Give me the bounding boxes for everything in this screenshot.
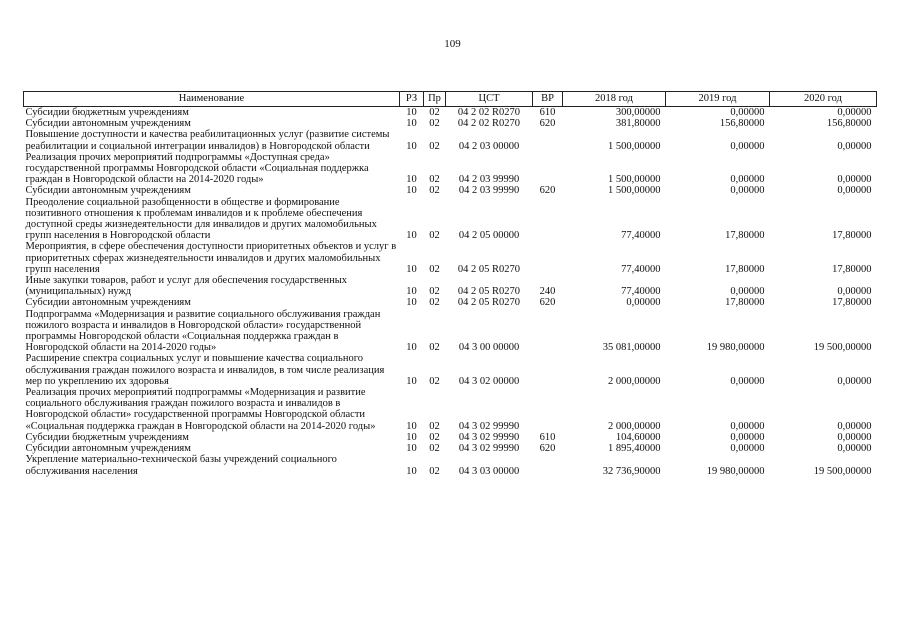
table-row — [24, 107, 877, 119]
cell-rz: 10 — [406, 185, 417, 197]
table-row — [24, 118, 877, 129]
cell-2020: 0,00000 — [837, 286, 872, 298]
cell-pr: 02 — [429, 140, 440, 152]
cell-2020: 19 500,00000 — [813, 342, 872, 354]
cell-cst: 04 3 02 00000 — [458, 375, 520, 387]
table-row — [24, 309, 877, 354]
cell-2018: 1 895,40000 — [608, 443, 661, 455]
cell-vr — [533, 309, 563, 354]
cell-name: Субсидии автономным учреждениям — [25, 185, 191, 197]
cell-cst: 04 2 05 00000 — [458, 230, 520, 242]
cell-2018: 1 500,00000 — [608, 174, 661, 186]
cell-2020: 17,80000 — [832, 263, 872, 275]
cell-name: Подпрограмма «Модернизация и развитие социального обслуживания граждан пожилого возраста и инвалидов в Новгородской области» государственной программы Новгородской области «Социальная поддержка граждан в Новгородской области на 2014-2020 годы» — [25, 308, 381, 354]
cell-vr — [533, 454, 563, 476]
table-row — [24, 241, 877, 275]
cell-cst: 04 2 03 00000 — [458, 140, 520, 152]
cell-rz: 10 — [406, 286, 417, 298]
header-name: Наименование — [24, 92, 400, 107]
cell-name: Субсидии автономным учреждениям — [25, 297, 191, 309]
cell-pr: 02 — [429, 465, 440, 477]
header-cst: ЦСТ — [446, 92, 533, 107]
cell-2018: 300,00000 — [615, 107, 661, 118]
cell-name: Реализация прочих мероприятий подпрограммы «Модернизация и развитие социального обслуживания граждан пожилого возраста и инвалидов в Новгородской области» государственной программы Новгородской области «Социальная поддержка граждан в Новгородской области на 2014-2020 годы» — [25, 387, 376, 432]
cell-2019: 0,00000 — [730, 174, 765, 186]
header-pr: Пр — [424, 92, 446, 107]
cell-rz: 10 — [406, 443, 417, 455]
cell-cst: 04 2 02 R0270 — [457, 118, 521, 130]
cell-pr: 02 — [429, 375, 440, 387]
table-row — [24, 152, 877, 186]
table-row — [24, 185, 877, 196]
cell-2018: 2 000,00000 — [608, 375, 661, 387]
cell-cst: 04 2 05 R0270 — [457, 297, 521, 309]
cell-vr — [533, 152, 563, 186]
cell-2019: 17,80000 — [725, 230, 765, 242]
cell-vr: 240 — [539, 286, 556, 298]
cell-rz: 10 — [406, 174, 417, 186]
cell-cst: 04 2 05 R0270 — [457, 286, 521, 298]
cell-2019: 0,00000 — [730, 140, 765, 152]
cell-name: Расширение спектра социальных услуг и повышение качества социального обслуживания граждан пожилого возраста и инвалидов, в том числе реализация мер по укреплению их здоровья — [25, 353, 385, 387]
cell-name: Повышение доступности и качества реабилитационных услуг (развитие системы реабилитации и социальной интеграции инвалидов) в Новгородской области — [25, 129, 390, 152]
cell-rz: 10 — [406, 342, 417, 354]
cell-vr: 620 — [539, 297, 556, 309]
cell-name: Реализация прочих мероприятий подпрограммы «Доступная среда» государственной программы Новгородской области «Социальная поддержка граждан в Новгородской области на 2014-2020 годы» — [25, 151, 369, 186]
header-rz: РЗ — [400, 92, 424, 107]
cell-rz: 10 — [406, 107, 417, 118]
cell-vr — [533, 387, 563, 432]
cell-2018: 77,40000 — [621, 230, 661, 242]
header-vr: ВР — [533, 92, 563, 107]
table-body — [24, 107, 877, 477]
cell-2019: 0,00000 — [730, 431, 765, 443]
cell-2018: 32 736,90000 — [602, 465, 661, 477]
cell-cst: 04 2 03 99990 — [458, 185, 520, 197]
cell-cst: 04 2 05 R0270 — [457, 263, 521, 275]
cell-rz: 10 — [406, 465, 417, 477]
cell-pr: 02 — [429, 107, 440, 118]
cell-pr: 02 — [429, 297, 440, 309]
table-row — [24, 297, 877, 308]
cell-name: Субсидии бюджетным учреждениям — [25, 431, 189, 443]
cell-vr: 610 — [539, 107, 556, 118]
cell-vr: 610 — [539, 431, 556, 443]
header-2018: 2018 год — [563, 92, 666, 107]
cell-rz: 10 — [406, 230, 417, 242]
cell-2020: 0,00000 — [837, 185, 872, 197]
cell-2019: 156,80000 — [719, 118, 765, 130]
cell-rz: 10 — [406, 263, 417, 275]
cell-rz: 10 — [406, 431, 417, 443]
cell-pr: 02 — [429, 443, 440, 455]
table-row — [24, 129, 877, 151]
cell-cst: 04 2 02 R0270 — [457, 107, 521, 118]
table-row — [24, 197, 877, 242]
cell-name: Преодоление социальной разобщенности в обществе и формирование позитивного отношения к проблемам инвалидов и к проблеме обеспечения доступной среды жизнедеятельности для инвалидов и других маломобильных групп населения в Новгородской области — [25, 196, 377, 242]
cell-vr — [533, 197, 563, 242]
table-row — [24, 353, 877, 387]
cell-cst: 04 3 02 99990 — [458, 443, 520, 455]
cell-2019: 17,80000 — [725, 263, 765, 275]
table-row — [24, 432, 877, 443]
header-2020: 2020 год — [770, 92, 877, 107]
header-2019: 2019 год — [666, 92, 770, 107]
table-row — [24, 454, 877, 476]
cell-vr — [533, 353, 563, 387]
cell-pr: 02 — [429, 185, 440, 197]
cell-2018: 77,40000 — [621, 263, 661, 275]
cell-2018: 0,00000 — [626, 297, 661, 309]
cell-cst: 04 3 03 00000 — [458, 465, 520, 477]
cell-2019: 0,00000 — [730, 286, 765, 298]
cell-2018: 35 081,00000 — [602, 342, 661, 354]
cell-2020: 17,80000 — [832, 230, 872, 242]
cell-rz: 10 — [406, 140, 417, 152]
cell-2020: 0,00000 — [837, 420, 872, 432]
cell-pr: 02 — [429, 431, 440, 443]
table-row — [24, 275, 877, 297]
cell-2019: 0,00000 — [730, 375, 765, 387]
cell-2020: 0,00000 — [837, 140, 872, 152]
cell-vr — [533, 241, 563, 275]
cell-name: Субсидии автономным учреждениям — [25, 443, 191, 455]
cell-2019: 0,00000 — [730, 185, 765, 197]
cell-2019: 0,00000 — [730, 443, 765, 455]
cell-vr: 620 — [539, 118, 556, 130]
cell-2018: 381,80000 — [615, 118, 661, 130]
cell-name: Иные закупки товаров, работ и услуг для обеспечения государственных (муниципальных) нужд — [25, 275, 348, 298]
cell-cst: 04 2 03 99990 — [458, 174, 520, 186]
cell-name: Укрепление материально-технической базы учреждений социального обслуживания населения — [25, 454, 337, 477]
cell-name: Субсидии автономным учреждениям — [25, 118, 191, 130]
cell-pr: 02 — [429, 286, 440, 298]
cell-2020: 156,80000 — [826, 118, 872, 130]
budget-table — [23, 91, 877, 477]
cell-2020: 0,00000 — [837, 443, 872, 455]
cell-2020: 0,00000 — [837, 107, 872, 118]
cell-vr — [533, 129, 563, 151]
cell-pr: 02 — [429, 174, 440, 186]
cell-2018: 104,60000 — [615, 431, 661, 443]
cell-2020: 19 500,00000 — [813, 465, 872, 477]
cell-2019: 0,00000 — [730, 420, 765, 432]
cell-cst: 04 3 00 00000 — [458, 342, 520, 354]
cell-name: Субсидии бюджетным учреждениям — [25, 107, 189, 118]
cell-rz: 10 — [406, 118, 417, 130]
cell-vr: 620 — [539, 443, 556, 455]
cell-pr: 02 — [429, 263, 440, 275]
cell-2018: 77,40000 — [621, 286, 661, 298]
cell-rz: 10 — [406, 375, 417, 387]
cell-2019: 19 980,00000 — [706, 342, 765, 354]
cell-pr: 02 — [429, 342, 440, 354]
cell-2018: 1 500,00000 — [608, 185, 661, 197]
table-row — [24, 387, 877, 432]
cell-2020: 17,80000 — [832, 297, 872, 309]
cell-2018: 1 500,00000 — [608, 140, 661, 152]
cell-rz: 10 — [406, 297, 417, 309]
table-header-row — [24, 92, 877, 107]
cell-2019: 0,00000 — [730, 107, 765, 118]
page-number: 109 — [444, 38, 461, 50]
cell-2020: 0,00000 — [837, 431, 872, 443]
cell-pr: 02 — [429, 230, 440, 242]
cell-2020: 0,00000 — [837, 174, 872, 186]
cell-vr: 620 — [539, 185, 556, 197]
cell-pr: 02 — [429, 118, 440, 130]
cell-cst: 04 3 02 99990 — [458, 420, 520, 432]
cell-cst: 04 3 02 99990 — [458, 431, 520, 443]
cell-pr: 02 — [429, 420, 440, 432]
cell-rz: 10 — [406, 420, 417, 432]
cell-name: Мероприятия, в сфере обеспечения доступности приоритетных объектов и услуг в приоритетных сферах жизнедеятельности инвалидов и других маломобильных групп населения — [25, 241, 397, 275]
table-row — [24, 443, 877, 454]
cell-2020: 0,00000 — [837, 375, 872, 387]
cell-2019: 19 980,00000 — [706, 465, 765, 477]
cell-2018: 2 000,00000 — [608, 420, 661, 432]
cell-2019: 17,80000 — [725, 297, 765, 309]
